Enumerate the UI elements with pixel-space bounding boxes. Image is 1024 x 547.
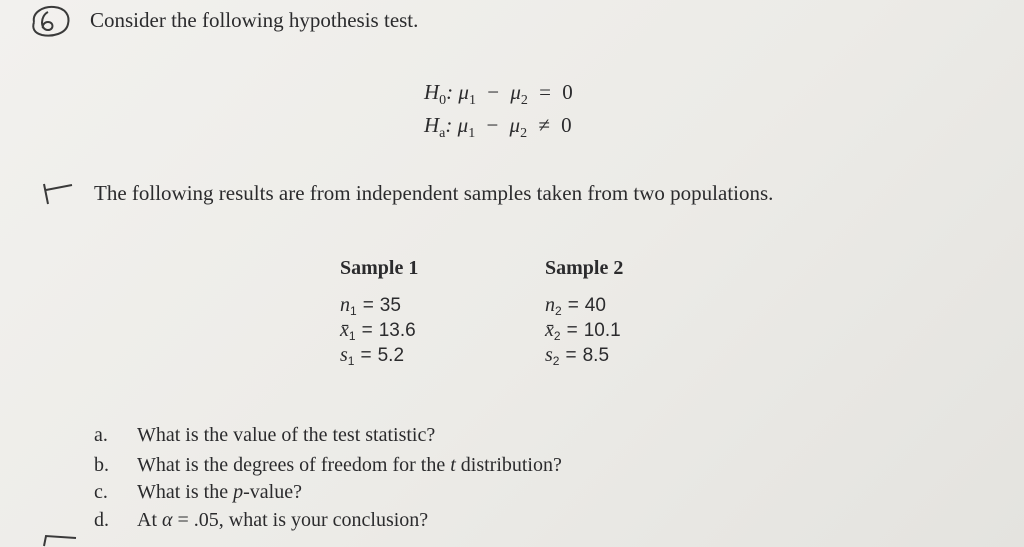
sample-2-n: $n_2 = 40$ <box>545 294 606 318</box>
question-a-letter: a. <box>94 424 108 446</box>
results-text: The following results are from independent samples taken from two populations. <box>94 181 774 205</box>
question-d-letter: d. <box>94 509 109 531</box>
alternative-hypothesis: $H_a$: $\mu_1 - \mu_2 \ne 0$ <box>424 113 572 141</box>
question-d-text: At α = .05, what is your conclusion? <box>137 509 429 531</box>
sample-2-mean: $x̄_2 = 10.1$ <box>545 319 621 343</box>
handwritten-problem-number <box>28 4 72 38</box>
question-b-text: What is the degrees of freedom for the t distribution? <box>137 454 562 476</box>
sample-1-mean: $x̄_1 = 13.6$ <box>340 319 416 343</box>
sample-1-n: $n_1 = 35$ <box>340 294 401 318</box>
question-a-text: What is the value of the test statistic? <box>137 424 436 446</box>
null-hypothesis: $H_0$: $\mu_1 - \mu_2 = 0$ <box>424 80 573 108</box>
question-b-letter: b. <box>94 454 109 476</box>
question-c-text: What is the p-value? <box>137 481 302 503</box>
sample-2-heading: Sample 2 <box>545 257 624 279</box>
sample-2-sd: $s_2 = 8.5$ <box>545 344 610 368</box>
question-c-letter: c. <box>94 481 108 503</box>
sample-1-sd: $s_1 = 5.2$ <box>340 344 405 368</box>
handwritten-bottom-mark <box>40 532 80 547</box>
handwritten-mark <box>42 180 76 208</box>
sample-1-heading: Sample 1 <box>340 257 419 279</box>
problem-intro: Consider the following hypothesis test. <box>90 8 419 32</box>
